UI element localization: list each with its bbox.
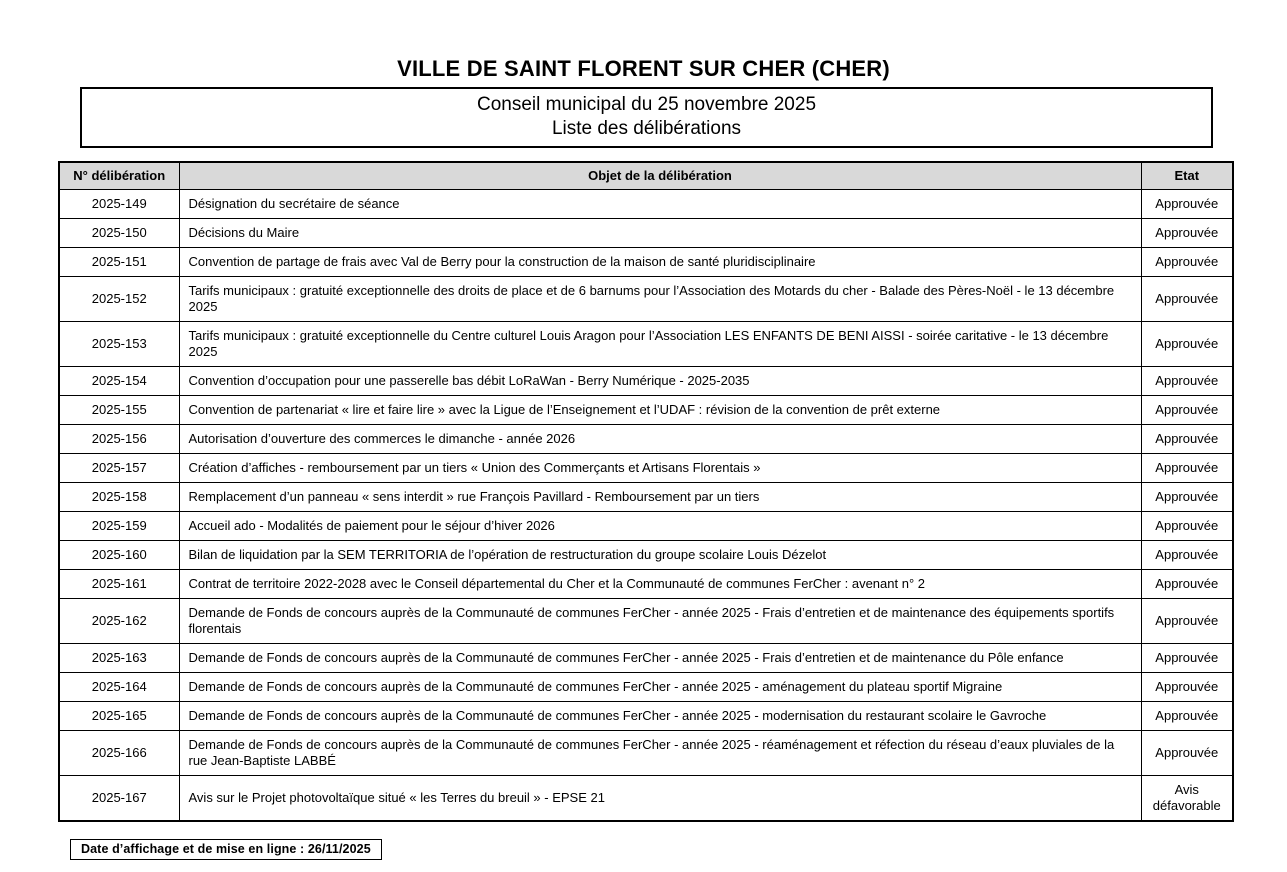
column-header-objet: Objet de la délibération <box>179 162 1141 190</box>
table-row <box>59 190 1233 219</box>
subtitle-box <box>80 87 1213 148</box>
deliberation-objet-cell: Accueil ado - Modalités de paiement pour le séjour d’hiver 2026 <box>179 512 1141 541</box>
deliberation-number-cell: 2025-154 <box>59 367 179 396</box>
deliberation-number-cell: 2025-153 <box>59 322 179 367</box>
table-row <box>59 454 1233 483</box>
table-row <box>59 396 1233 425</box>
deliberation-etat-cell: Approuvée <box>1141 483 1233 512</box>
page-title: VILLE DE SAINT FLORENT SUR CHER (CHER) <box>397 56 890 81</box>
table-row <box>59 277 1233 322</box>
deliberation-objet-cell: Tarifs municipaux : gratuité exceptionnelle des droits de place et de 6 barnums pour l’Association des Motards du cher - Balade des Pères-Noël - le 13 décembre 2025 <box>179 277 1141 322</box>
deliberation-number-cell: 2025-166 <box>59 731 179 776</box>
column-header-num: N° délibération <box>59 162 179 190</box>
deliberation-etat-cell: Approuvée <box>1141 599 1233 644</box>
deliberation-etat-cell: Approuvée <box>1141 731 1233 776</box>
deliberations-table <box>58 161 1234 822</box>
deliberation-number-cell: 2025-159 <box>59 512 179 541</box>
table-row <box>59 248 1233 277</box>
deliberation-etat-cell: Approuvée <box>1141 190 1233 219</box>
deliberation-objet-cell: Désignation du secrétaire de séance <box>179 190 1141 219</box>
subtitle-list-label: Liste des délibérations <box>551 118 742 139</box>
deliberation-number-cell: 2025-157 <box>59 454 179 483</box>
deliberation-number-cell: 2025-165 <box>59 702 179 731</box>
deliberation-etat-cell: Approuvée <box>1141 219 1233 248</box>
deliberation-objet-cell: Demande de Fonds de concours auprès de la Communauté de communes FerCher - année 2025 - Frais d’entretien et de maintenance du Pôle enfance <box>179 644 1141 673</box>
table-row <box>59 673 1233 702</box>
column-header-etat: Etat <box>1141 162 1233 190</box>
deliberation-number-cell: 2025-158 <box>59 483 179 512</box>
table-row <box>59 483 1233 512</box>
deliberation-number-cell: 2025-149 <box>59 190 179 219</box>
table-row <box>59 541 1233 570</box>
deliberation-objet-cell: Convention de partenariat « lire et faire lire » avec la Ligue de l’Enseignement et l’UDAF : révision de la convention de prêt externe <box>179 396 1141 425</box>
table-row <box>59 599 1233 644</box>
deliberation-number-cell: 2025-160 <box>59 541 179 570</box>
deliberation-objet-cell: Demande de Fonds de concours auprès de la Communauté de communes FerCher - année 2025 - modernisation du restaurant scolaire le Gavroche <box>179 702 1141 731</box>
deliberation-number-cell: 2025-163 <box>59 644 179 673</box>
deliberation-etat-cell: Approuvée <box>1141 277 1233 322</box>
table-row <box>59 644 1233 673</box>
deliberation-objet-cell: Contrat de territoire 2022-2028 avec le Conseil départemental du Cher et la Communauté de communes FerCher : avenant n° 2 <box>179 570 1141 599</box>
table-row <box>59 570 1233 599</box>
table-row <box>59 731 1233 776</box>
deliberation-number-cell: 2025-155 <box>59 396 179 425</box>
deliberation-objet-cell: Demande de Fonds de concours auprès de la Communauté de communes FerCher - année 2025 - Frais d’entretien et de maintenance des équipements sportifs florentais <box>179 599 1141 644</box>
deliberation-etat-cell: Approuvée <box>1141 454 1233 483</box>
deliberation-objet-cell: Demande de Fonds de concours auprès de la Communauté de communes FerCher - année 2025 - aménagement du plateau sportif Migraine <box>179 673 1141 702</box>
deliberation-etat-cell: Approuvée <box>1141 322 1233 367</box>
table-row <box>59 776 1233 822</box>
deliberation-objet-cell: Autorisation d’ouverture des commerces le dimanche - année 2026 <box>179 425 1141 454</box>
deliberation-objet-cell: Demande de Fonds de concours auprès de la Communauté de communes FerCher - année 2025 - réaménagement et réfection du réseau d’eaux pluviales de la rue Jean-Baptiste LABBÉ <box>179 731 1141 776</box>
table-row <box>59 702 1233 731</box>
deliberation-etat-cell: Approuvée <box>1141 673 1233 702</box>
subtitle-meeting-date: Conseil municipal du 25 novembre 2025 <box>476 94 817 115</box>
table-row <box>59 425 1233 454</box>
deliberation-etat-cell: Approuvée <box>1141 570 1233 599</box>
deliberation-number-cell: 2025-152 <box>59 277 179 322</box>
deliberation-etat-cell: Avis défavorable <box>1141 776 1233 822</box>
deliberation-objet-cell: Convention de partage de frais avec Val de Berry pour la construction de la maison de santé pluridisciplinaire <box>179 248 1141 277</box>
deliberation-number-cell: 2025-150 <box>59 219 179 248</box>
deliberation-number-cell: 2025-167 <box>59 776 179 822</box>
deliberations-table-body <box>59 190 1233 822</box>
deliberation-objet-cell: Remplacement d’un panneau « sens interdit » rue François Pavillard - Remboursement par un tiers <box>179 483 1141 512</box>
deliberation-objet-cell: Bilan de liquidation par la SEM TERRITORIA de l’opération de restructuration du groupe scolaire Louis Dézelot <box>179 541 1141 570</box>
header-row <box>59 162 1233 190</box>
table-row <box>59 367 1233 396</box>
deliberation-number-cell: 2025-161 <box>59 570 179 599</box>
publication-date-box: Date d’affichage et de mise en ligne : 26/11/2025 <box>70 839 382 860</box>
deliberation-etat-cell: Approuvée <box>1141 541 1233 570</box>
deliberation-number-cell: 2025-151 <box>59 248 179 277</box>
deliberation-etat-cell: Approuvée <box>1141 248 1233 277</box>
deliberation-number-cell: 2025-164 <box>59 673 179 702</box>
deliberation-etat-cell: Approuvée <box>1141 644 1233 673</box>
deliberation-etat-cell: Approuvée <box>1141 396 1233 425</box>
table-row <box>59 512 1233 541</box>
deliberation-etat-cell: Approuvée <box>1141 425 1233 454</box>
deliberation-etat-cell: Approuvée <box>1141 702 1233 731</box>
deliberation-etat-cell: Approuvée <box>1141 512 1233 541</box>
table-row <box>59 219 1233 248</box>
deliberation-objet-cell: Création d’affiches - remboursement par un tiers « Union des Commerçants et Artisans Florentais » <box>179 454 1141 483</box>
table-row <box>59 322 1233 367</box>
deliberation-objet-cell: Décisions du Maire <box>179 219 1141 248</box>
deliberation-objet-cell: Tarifs municipaux : gratuité exceptionnelle du Centre culturel Louis Aragon pour l’Association LES ENFANTS DE BENI AISSI - soirée caritative - le 13 décembre 2025 <box>179 322 1141 367</box>
deliberation-number-cell: 2025-156 <box>59 425 179 454</box>
deliberation-etat-cell: Approuvée <box>1141 367 1233 396</box>
deliberation-objet-cell: Convention d’occupation pour une passerelle bas débit LoRaWan - Berry Numérique - 2025-2035 <box>179 367 1141 396</box>
deliberation-objet-cell: Avis sur le Projet photovoltaïque situé « les Terres du breuil » - EPSE 21 <box>179 776 1141 822</box>
deliberations-table-header <box>59 162 1233 190</box>
deliberation-number-cell: 2025-162 <box>59 599 179 644</box>
